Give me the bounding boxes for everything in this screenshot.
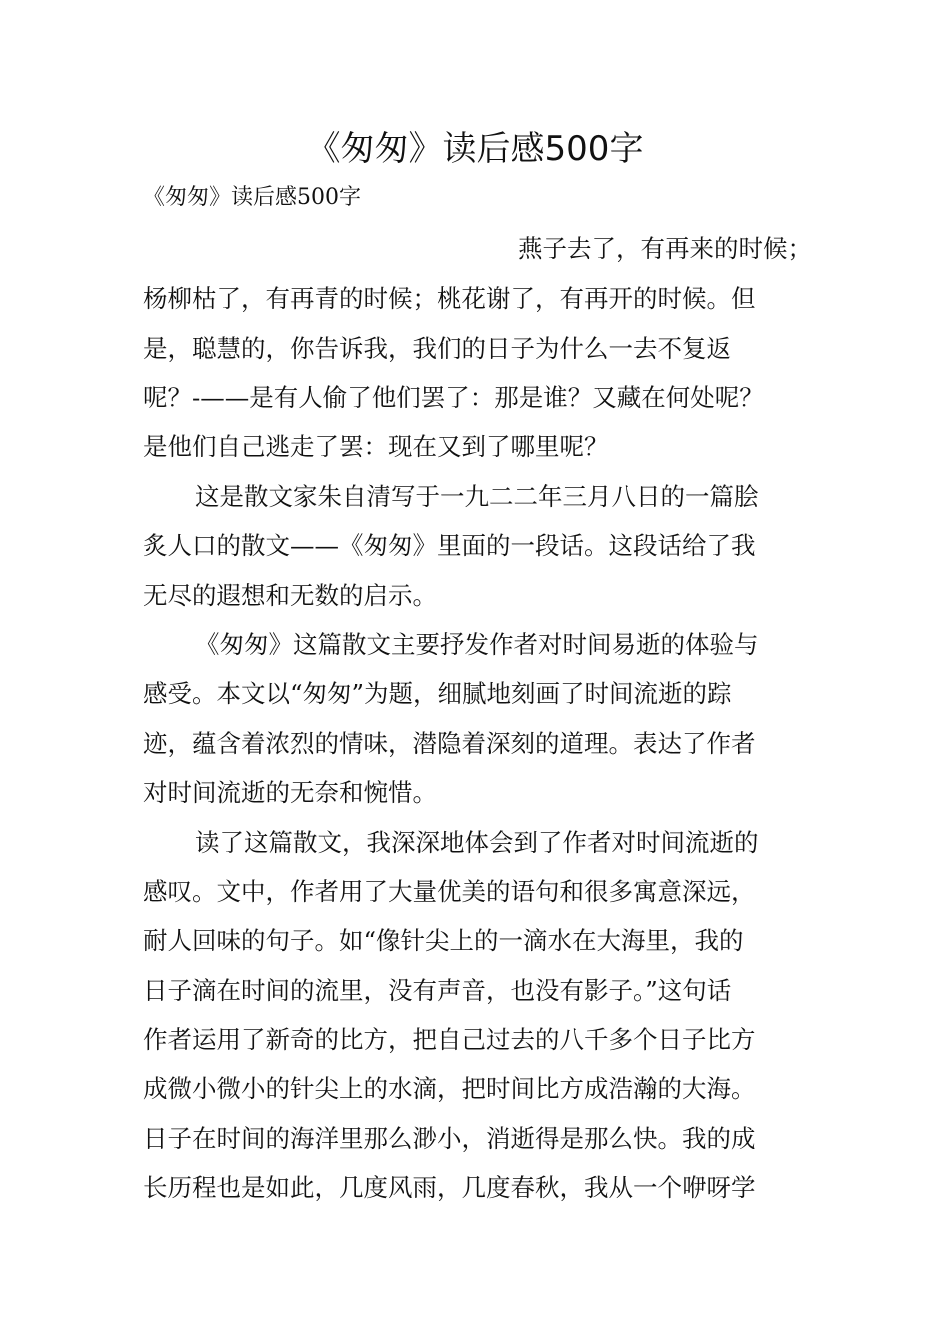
document-subtitle: 《匆匆》读后感500字 bbox=[143, 185, 361, 210]
text-line: 成微小微小的针尖上的水滴，把时间比方成浩瀚的大海。 bbox=[143, 1074, 756, 1103]
text-line: 是，聪慧的，你告诉我，我们的日子为什么一去不复返 bbox=[143, 334, 731, 363]
text-line: 长历程也是如此，几度风雨，几度春秋，我从一个咿呀学 bbox=[143, 1173, 756, 1202]
text-line: 是他们自己逃走了罢：现在又到了哪里呢？ bbox=[143, 432, 609, 461]
text-line: 日子滴在时间的流里，没有声音，也没有影子。”这句话 bbox=[143, 976, 732, 1005]
text-line: 这是散文家朱自清写于一九二二年三月八日的一篇脍 bbox=[195, 482, 759, 511]
text-line: 感叹。文中，作者用了大量优美的语句和很多寓意深远， bbox=[143, 877, 756, 906]
text-line: 《匆匆》这篇散文主要抒发作者对时间易逝的体验与 bbox=[195, 630, 759, 659]
document-title: 《匆匆》读后感500字 bbox=[306, 129, 644, 169]
text-line: 作者运用了新奇的比方，把自己过去的八千多个日子比方 bbox=[143, 1025, 756, 1054]
text-line: 耐人回味的句子。如“像针尖上的一滴水在大海里，我的 bbox=[143, 926, 744, 955]
text-line: 燕子去了，有再来的时候； bbox=[518, 234, 812, 263]
text-line: 感受。本文以“匆匆”为题，细腻地刻画了时间流逝的踪 bbox=[143, 679, 732, 708]
text-line: 无尽的遐想和无数的启示。 bbox=[143, 581, 437, 610]
text-line: 读了这篇散文，我深深地体会到了作者对时间流逝的 bbox=[195, 828, 759, 857]
text-line: 呢？-——是有人偷了他们罢了：那是谁？又藏在何处呢？ bbox=[143, 383, 764, 412]
text-line: 日子在时间的海洋里那么渺小，消逝得是那么快。我的成 bbox=[143, 1124, 756, 1153]
text-line: 对时间流逝的无奈和惋惜。 bbox=[143, 778, 437, 807]
text-line: 迹，蕴含着浓烈的情味，潜隐着深刻的道理。表达了作者 bbox=[143, 729, 756, 758]
text-line: 杨柳枯了，有再青的时候；桃花谢了，有再开的时候。但 bbox=[143, 284, 756, 313]
text-line: 炙人口的散文——《匆匆》里面的一段话。这段话给了我 bbox=[143, 531, 756, 560]
